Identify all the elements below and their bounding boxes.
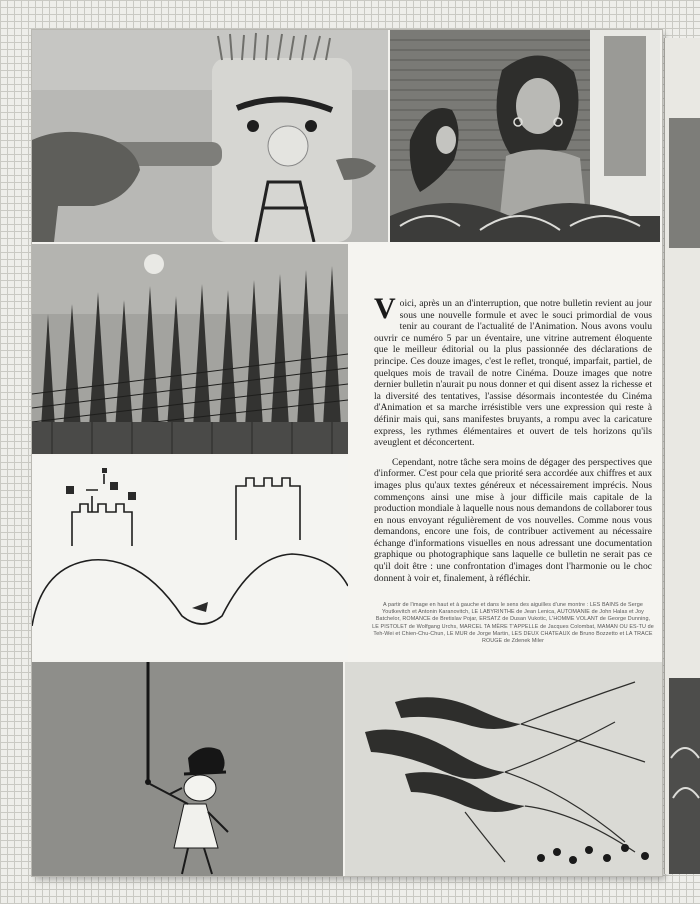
article-paragraph-2: Cependant, notre tâche sera moins de dégager des perspectives que d'informer. C'est pour cela que priorité sera accordée aux chiffres et aux images plus qu'aux textes généreux et nécessairement imprécis. Nous commençons ainsi une mise à jour difficile mais capitale de la production mondiale à laquelle nous nous demandons de collaborer tous en nous envoyant régulièrement de vos nouvelles. Comme nous vous demandons, encore une fois, de contribuer activement au nécessaire échange d'informations visuelles en nous adressant une documentation graphique ou photographique sans laquelle ce bulletin ne serait pas ce qu'il doit être : une confrontation d'images dont l'harmonie ou le choc donnent à voir et, finalement, à réfléchir. [374, 456, 652, 584]
cypress-landscape-illustration [32, 244, 348, 454]
article-paragraph-1 [374, 292, 652, 449]
drop-cap: V [374, 292, 396, 325]
adjacent-page-edge [664, 38, 700, 874]
two-castles-illustration [32, 456, 348, 660]
bowler-hat-figure-illustration [32, 662, 343, 876]
article-text-column [348, 242, 662, 662]
paragraph-1-text: oici, après un an d'interruption, que notre bulletin revient au jour sous une nouvelle formule et avec le souci primordial de vous tenir au courant de l'actualité de l'Animation. Nous avons voulu ouvrir ce numéro 5 par un éventaire, une vitrine autrement éloquente que le meilleur éditorial ou la plus passionnée des déclarations de principe. Ces douze images, c'est le reflet, tronqué, imparfait, partiel, de quelques mois de travail de notre Cinéma. Douze images que notre dernier bulletin n'aurait pu nous donner et qui disent assez la richesse et la diversité des tentatives, l'assise désormais incontestée du Cinéma d'Animation et sa marche irrésistible vers une expression qui reste à définir mais qui, sans manifestes bruyants, a rompu avec la caricature express, les rythmes élémentaires et ouvert de tels horizons qu'ils aveuglent et déconcertent. [374, 298, 652, 449]
shrimp-illustration [345, 662, 662, 876]
art-nouveau-lady-illustration [390, 30, 660, 242]
article-body [374, 292, 652, 592]
image-caption: A partir de l'image en haut et à gauche et dans le sens des aiguilles d'une montre : LES BAINS de Serge Youtkevitch et Antonin Karanovitch, LE LABYRINTHE de Jean Lenica, AUTOMANIE de John Halas et Joy Batchelor, ROMANCE de Bretislav Pojar, ERSATZ de Dusan Vukotic, L'HOMME VOLANT de George Dunning, LE PISTOLET de Wolfgang Urchs, MARCEL TA MÈRE T'APPELLE de Jacques Colombat, MAMAN OU ES-TU de Teh-Wei et Chien-Chu-Chun, LE MUR de Jorge Martin, LES DEUX CHATEAUX de Bruno Bozzetto et LA TRACE ROUGE de Zdenek Miler [372, 602, 654, 645]
clown-nose-face-illustration [32, 30, 388, 242]
magazine-page [32, 30, 662, 876]
